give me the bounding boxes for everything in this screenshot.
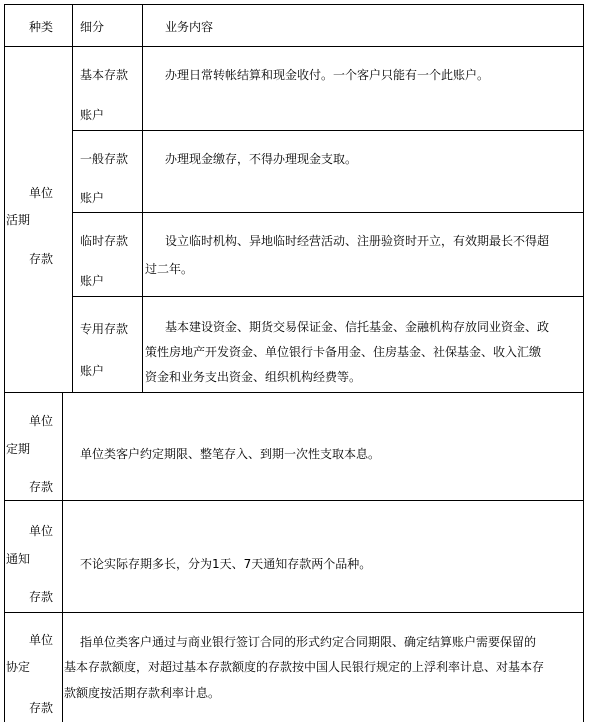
fixed-kind-1: 单位 (29, 414, 54, 428)
rule-row2-bottom (72, 212, 584, 213)
agreement-content-3: 款额度按活期存款利率计息。 (64, 686, 221, 700)
row3-sub-2: 账户 (80, 274, 105, 288)
agreement-kind-2: 协定 (6, 660, 31, 674)
row4-sub-1: 专用存款 (80, 322, 129, 336)
rule-right (583, 4, 584, 722)
row4-content-1: 基本建设资金、期货交易保证金、信托基金、金融机构存放同业资金、政 (165, 320, 550, 334)
row3-content-1: 设立临时机构、异地临时经营活动、注册验资时开立，有效期最长不得超 (165, 234, 550, 248)
row4-content-2: 策性房地产开发资金、单位银行卡备用金、住房基金、社保基金、收入汇缴 (145, 345, 542, 359)
current-kind-2: 活期 (6, 213, 31, 227)
rule-kind-divider-lower (62, 392, 63, 722)
row3-sub-1: 临时存款 (80, 234, 129, 248)
rule-kind-divider (72, 4, 73, 393)
row4-sub-2: 账户 (80, 364, 105, 378)
row3-content-2: 过二年。 (145, 262, 194, 276)
rule-current-bottom (4, 392, 584, 393)
row2-content: 办理现金缴存，不得办理现金支取。 (165, 152, 358, 166)
rule-left (4, 4, 5, 722)
rule-notice-bottom (4, 612, 584, 613)
fixed-kind-3: 存款 (29, 480, 54, 494)
row1-sub-2: 账户 (80, 108, 105, 122)
agreement-content-2: 基本存款额度，对超过基本存款额度的存款按中国人民银行规定的上浮利率计息、对基本存 (64, 660, 545, 674)
rule-top (4, 4, 584, 5)
rule-row1-bottom (72, 130, 584, 131)
notice-kind-1: 单位 (29, 524, 54, 538)
agreement-kind-3: 存款 (29, 701, 54, 715)
row2-sub-2: 账户 (80, 191, 105, 205)
row2-sub-1: 一般存款 (80, 152, 129, 166)
header-sub: 细分 (80, 20, 105, 34)
rule-row3-bottom (72, 296, 584, 297)
rule-fixed-bottom (4, 500, 584, 501)
header-content: 业务内容 (165, 20, 214, 34)
current-kind-3: 存款 (29, 252, 54, 266)
current-kind-1: 单位 (29, 186, 54, 200)
row1-content: 办理日常转帐结算和现金收付。一个客户只能有一个此账户。 (165, 68, 490, 82)
header-kind: 种类 (29, 20, 54, 34)
agreement-content-1: 指单位类客户通过与商业银行签订合同的形式约定合同期限、确定结算账户需要保留的 (80, 635, 537, 649)
notice-content: 不论实际存期多长，分为1天、7天通知存款两个品种。 (80, 557, 372, 571)
rule-header-bottom (4, 46, 584, 47)
row1-sub-1: 基本存款 (80, 68, 129, 82)
fixed-content: 单位类客户约定期限、整笔存入、到期一次性支取本息。 (80, 447, 381, 461)
rule-sub-divider (142, 4, 143, 393)
notice-kind-2: 通知 (6, 552, 31, 566)
row4-content-3: 资金和业务支出资金、组织机构经费等。 (145, 370, 362, 384)
notice-kind-3: 存款 (29, 590, 54, 604)
fixed-kind-2: 定期 (6, 442, 31, 456)
agreement-kind-1: 单位 (29, 633, 54, 647)
